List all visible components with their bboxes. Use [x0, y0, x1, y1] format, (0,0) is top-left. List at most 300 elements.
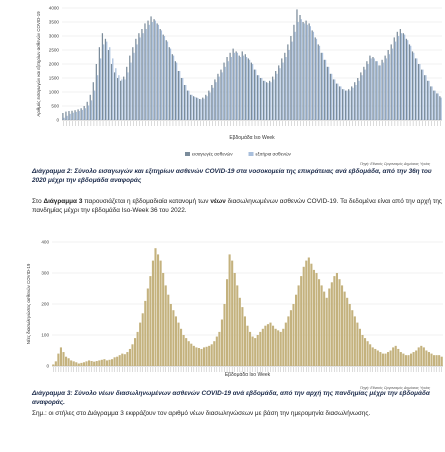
bar-primary-55: [193, 346, 195, 366]
bar-primary-21: [126, 67, 127, 120]
bar-primary-38: [178, 71, 179, 120]
bar-primary-43: [193, 96, 194, 120]
bar-primary-134: [395, 346, 397, 366]
bar-primary-12: [99, 47, 100, 120]
bar-primary-30: [129, 349, 131, 366]
bar-primary-86: [324, 60, 325, 120]
caption-chart-3: Διάγραμμα 3: Σύνολο νέων διασωληνωμένων ασθενών COVID-19 ανά εβδομάδα, από την αρχή της πανδημίας μέχρι την εβδομάδα αναφοράς.: [32, 390, 430, 406]
bar-primary-109: [394, 37, 395, 120]
bar-primary-71: [234, 273, 236, 366]
bar-primary-124: [439, 96, 440, 120]
bar-primary-138: [405, 355, 407, 366]
bar-primary-81: [259, 332, 261, 366]
bar-primary-96: [298, 285, 300, 366]
bar-secondary-1: [67, 116, 68, 120]
bar-primary-10: [78, 364, 80, 366]
bar-primary-150: [436, 355, 438, 366]
y-tick-label: 300: [41, 270, 49, 276]
bar-secondary-121: [431, 86, 432, 120]
bar-primary-74: [241, 307, 243, 366]
bar-secondary-110: [398, 36, 399, 120]
bar-primary-26: [141, 29, 142, 120]
bar-secondary-30: [155, 21, 156, 120]
bar-primary-17: [96, 361, 98, 366]
bar-primary-103: [375, 61, 376, 120]
bar-primary-107: [326, 298, 328, 366]
bar-secondary-9: [91, 100, 92, 120]
bar-secondary-113: [407, 40, 408, 120]
bar-primary-122: [433, 91, 434, 120]
bar-secondary-76: [295, 32, 296, 120]
bar-primary-52: [185, 338, 187, 366]
bar-primary-89: [280, 332, 282, 366]
bar-primary-151: [438, 355, 440, 366]
bar-primary-18: [117, 78, 118, 120]
bar-primary-43: [162, 273, 164, 366]
bar-secondary-4: [76, 112, 77, 120]
bar-secondary-62: [252, 64, 253, 120]
bar-primary-32: [134, 338, 136, 366]
bar-secondary-55: [231, 57, 232, 120]
legend-swatch-1: [249, 152, 254, 156]
bar-primary-37: [147, 289, 149, 367]
bar-primary-130: [384, 354, 386, 366]
bar-primary-27: [144, 23, 145, 120]
bar-secondary-61: [249, 60, 250, 120]
bar-primary-114: [409, 44, 410, 120]
bar-primary-29: [126, 352, 128, 366]
bar-primary-1: [65, 112, 66, 120]
bar-primary-70: [275, 71, 276, 120]
bar-primary-28: [147, 21, 148, 120]
bar-secondary-123: [437, 93, 438, 120]
bar-primary-66: [263, 81, 264, 120]
bar-primary-6: [81, 108, 82, 120]
bar-primary-127: [377, 351, 379, 367]
bar-secondary-6: [82, 110, 83, 120]
bar-primary-91: [339, 86, 340, 120]
bar-secondary-109: [395, 42, 396, 120]
bar-primary-31: [157, 23, 158, 120]
bar-secondary-122: [434, 91, 435, 120]
legend-swatch-0: [185, 152, 190, 156]
bar-primary-50: [180, 329, 182, 366]
bar-primary-85: [269, 323, 271, 366]
bar-secondary-12: [100, 58, 101, 120]
bar-primary-108: [328, 289, 330, 367]
bar-primary-19: [120, 81, 121, 120]
bar-secondary-63: [255, 70, 256, 120]
bar-primary-9: [90, 95, 91, 120]
bar-secondary-94: [349, 91, 350, 120]
bar-primary-112: [338, 279, 340, 366]
bar-primary-72: [236, 285, 238, 366]
bar-primary-29: [150, 16, 151, 120]
y-tick-label: 500: [51, 103, 59, 109]
bar-secondary-31: [158, 25, 159, 120]
bar-secondary-14: [106, 42, 107, 120]
bar-primary-8: [73, 361, 75, 366]
bar-secondary-42: [191, 95, 192, 120]
bar-primary-23: [111, 359, 113, 366]
bar-secondary-52: [222, 72, 223, 120]
bar-secondary-58: [240, 57, 241, 120]
bar-primary-61: [248, 58, 249, 120]
bar-primary-7: [84, 106, 85, 120]
bar-primary-88: [330, 74, 331, 120]
bar-secondary-56: [234, 53, 235, 120]
bar-secondary-114: [410, 46, 411, 120]
bar-primary-70: [231, 261, 233, 366]
bar-secondary-19: [121, 79, 122, 120]
y-tick-label: 200: [41, 301, 49, 307]
bar-secondary-37: [176, 63, 177, 120]
bar-primary-47: [172, 310, 174, 366]
bar-secondary-17: [115, 68, 116, 120]
bar-primary-68: [226, 279, 228, 366]
bar-primary-98: [303, 267, 305, 366]
bar-primary-30: [153, 19, 154, 120]
bar-secondary-48: [209, 93, 210, 120]
bar-secondary-116: [416, 58, 417, 120]
bar-primary-104: [378, 65, 379, 120]
bar-secondary-41: [188, 91, 189, 120]
bar-primary-80: [257, 335, 259, 366]
bar-primary-40: [184, 85, 185, 120]
bar-primary-25: [116, 357, 118, 366]
bar-primary-106: [385, 56, 386, 120]
bar-primary-0: [52, 364, 54, 366]
bar-primary-33: [163, 35, 164, 120]
bar-primary-76: [246, 326, 248, 366]
bar-primary-82: [312, 30, 313, 120]
bar-secondary-29: [152, 22, 153, 120]
bar-secondary-64: [258, 75, 259, 120]
bar-primary-14: [88, 360, 90, 366]
y-axis-label: Νέες διασωληνώσεις ασθενών COVID-19: [26, 263, 31, 345]
bar-primary-145: [423, 347, 425, 366]
bar-secondary-21: [127, 72, 128, 120]
bar-primary-0: [62, 113, 63, 120]
bar-secondary-83: [316, 39, 317, 120]
bar-primary-10: [93, 82, 94, 120]
bar-secondary-15: [109, 47, 110, 120]
bar-secondary-43: [194, 97, 195, 120]
bar-primary-36: [144, 301, 146, 366]
note-chart-3: Σημ.: οι στήλες στο Διάγραμμα 3 εκφράζουν τον αριθμό νέων διασωληνώσεων με βάση την ημερομηνία διασωλήνωσης.: [32, 410, 371, 417]
bar-secondary-67: [267, 83, 268, 120]
bar-primary-73: [239, 298, 241, 366]
bar-primary-36: [172, 54, 173, 120]
bar-primary-118: [354, 316, 356, 366]
bar-primary-84: [267, 324, 269, 366]
bar-primary-117: [418, 64, 419, 120]
bar-primary-129: [382, 354, 384, 366]
bar-primary-101: [369, 56, 370, 120]
bar-primary-4: [62, 352, 64, 366]
bar-secondary-36: [173, 56, 174, 120]
bar-primary-61: [208, 346, 210, 366]
bar-secondary-7: [85, 108, 86, 120]
bar-primary-33: [137, 332, 139, 366]
bar-secondary-77: [298, 22, 299, 120]
bar-secondary-107: [389, 54, 390, 120]
bar-primary-62: [211, 344, 213, 366]
bar-primary-54: [226, 57, 227, 120]
bar-secondary-23: [133, 53, 134, 120]
bar-primary-92: [287, 316, 289, 366]
bar-primary-146: [425, 351, 427, 367]
bar-primary-119: [424, 75, 425, 120]
bar-secondary-34: [167, 42, 168, 120]
bar-primary-103: [315, 273, 317, 366]
bar-primary-142: [415, 351, 417, 367]
bar-primary-123: [367, 341, 369, 366]
bar-primary-95: [295, 295, 297, 366]
bar-primary-122: [364, 338, 366, 366]
bar-primary-18: [98, 360, 100, 366]
bar-primary-34: [166, 40, 167, 120]
chart-admissions-discharges-svg: [0, 0, 445, 165]
bar-secondary-106: [386, 58, 387, 120]
bar-primary-11: [80, 363, 82, 366]
bar-primary-59: [203, 347, 205, 366]
bar-secondary-20: [124, 79, 125, 120]
bar-primary-144: [420, 346, 422, 366]
bar-secondary-35: [170, 49, 171, 120]
bar-primary-105: [381, 60, 382, 120]
bar-primary-63: [254, 70, 255, 120]
y-tick-label: 0: [56, 117, 59, 123]
bar-primary-57: [236, 51, 237, 120]
bar-primary-59: [242, 51, 243, 120]
bar-primary-42: [160, 261, 162, 366]
bar-primary-35: [142, 313, 144, 366]
bar-secondary-73: [285, 57, 286, 120]
bar-secondary-40: [185, 85, 186, 120]
y-tick-label: 100: [41, 332, 49, 338]
bar-primary-13: [85, 361, 87, 366]
bar-primary-79: [302, 22, 303, 120]
bar-primary-58: [239, 56, 240, 120]
bar-primary-143: [418, 347, 420, 366]
bar-secondary-74: [288, 50, 289, 120]
bar-primary-51: [217, 74, 218, 120]
bar-primary-51: [183, 335, 185, 366]
bar-secondary-79: [304, 23, 305, 120]
bar-primary-12: [83, 362, 85, 366]
bar-primary-56: [233, 49, 234, 120]
caption-chart-2: Διάγραμμα 2: Σύνολο εισαγωγών και εξιτηρίων ασθενών COVID-19 στα νοσοκομεία της επικράτειας ανά εβδομάδα, από την 36η του 2020 μέχρι την εβδομάδα αναφοράς: [32, 168, 432, 184]
bar-secondary-11: [97, 75, 98, 120]
bar-primary-110: [333, 276, 335, 366]
bar-primary-8: [87, 102, 88, 120]
chart-new-intubations: [0, 232, 445, 377]
bar-primary-89: [333, 79, 334, 120]
bar-secondary-53: [225, 67, 226, 120]
bar-secondary-95: [352, 88, 353, 120]
bar-primary-131: [387, 352, 389, 366]
y-tick-label: 4000: [48, 5, 59, 11]
bar-primary-147: [428, 352, 430, 366]
bar-secondary-111: [401, 33, 402, 120]
bar-primary-90: [282, 329, 284, 366]
bar-primary-92: [342, 89, 343, 120]
bar-primary-97: [357, 78, 358, 120]
bar-secondary-72: [282, 63, 283, 120]
bar-primary-49: [211, 85, 212, 120]
bar-primary-116: [349, 304, 351, 366]
bar-primary-15: [108, 50, 109, 120]
bar-primary-90: [336, 84, 337, 120]
bar-primary-117: [351, 310, 353, 366]
bar-primary-28: [124, 354, 126, 366]
bar-primary-148: [430, 354, 432, 366]
bar-secondary-89: [334, 79, 335, 120]
bar-primary-38: [149, 276, 151, 366]
bar-secondary-5: [79, 111, 80, 120]
bar-secondary-49: [212, 88, 213, 120]
bar-primary-6: [68, 358, 70, 366]
bar-primary-58: [200, 349, 202, 366]
bar-secondary-75: [292, 42, 293, 120]
bar-primary-73: [284, 53, 285, 120]
bar-primary-39: [152, 261, 154, 366]
bar-secondary-100: [368, 64, 369, 120]
bar-primary-64: [257, 75, 258, 120]
bar-primary-93: [345, 91, 346, 120]
bar-secondary-82: [313, 32, 314, 120]
bar-primary-87: [327, 67, 328, 120]
bar-primary-35: [169, 47, 170, 120]
bar-primary-118: [421, 70, 422, 120]
bar-primary-107: [388, 50, 389, 120]
bar-secondary-87: [328, 67, 329, 120]
bar-primary-128: [379, 352, 381, 366]
paragraph-bold-chart-ref: Διάγραμμα 3: [43, 198, 83, 205]
bar-primary-53: [188, 341, 190, 366]
bar-primary-52: [220, 70, 221, 120]
bar-secondary-60: [246, 57, 247, 120]
bar-primary-80: [305, 21, 306, 120]
bar-primary-120: [427, 81, 428, 120]
bar-primary-75: [290, 36, 291, 120]
source-note-2: Πηγή: Εθνικός Οργανισμός Δημόσιας Υγείας: [360, 386, 431, 390]
bar-secondary-18: [118, 75, 119, 120]
bar-primary-112: [403, 33, 404, 120]
bar-primary-49: [177, 323, 179, 366]
bar-primary-41: [157, 254, 159, 366]
bar-secondary-13: [103, 44, 104, 120]
bar-primary-7: [70, 360, 72, 366]
bar-secondary-25: [140, 37, 141, 120]
bar-primary-48: [175, 316, 177, 366]
bar-primary-121: [430, 86, 431, 120]
bar-secondary-97: [358, 81, 359, 120]
bar-secondary-80: [307, 25, 308, 120]
bar-primary-14: [105, 39, 106, 120]
bar-primary-24: [114, 357, 116, 366]
bar-primary-9: [75, 362, 77, 366]
bar-primary-111: [400, 29, 401, 120]
bar-primary-91: [285, 323, 287, 366]
bar-primary-140: [410, 354, 412, 366]
bar-primary-5: [77, 109, 78, 120]
bar-primary-63: [213, 341, 215, 366]
bar-primary-126: [374, 349, 376, 366]
bar-primary-78: [299, 15, 300, 120]
bar-primary-102: [313, 270, 315, 366]
bar-secondary-118: [422, 70, 423, 120]
bar-primary-67: [266, 82, 267, 120]
bar-primary-68: [269, 81, 270, 120]
bar-primary-102: [372, 57, 373, 120]
bar-primary-106: [323, 292, 325, 366]
bar-primary-99: [305, 261, 307, 366]
bar-primary-50: [214, 79, 215, 120]
bar-primary-4: [74, 110, 75, 120]
bar-secondary-66: [264, 81, 265, 120]
bar-primary-113: [406, 39, 407, 120]
bar-primary-109: [331, 282, 333, 366]
bar-secondary-51: [219, 77, 220, 120]
bar-secondary-28: [149, 25, 150, 120]
bar-primary-44: [165, 285, 167, 366]
bar-secondary-91: [340, 86, 341, 120]
bar-secondary-102: [374, 58, 375, 120]
bar-primary-48: [208, 91, 209, 120]
bar-primary-132: [390, 351, 392, 367]
paragraph-text-b: παρουσιάζεται η εβδομαδιαία κατανομή των: [82, 198, 211, 205]
bar-primary-86: [272, 326, 274, 366]
bar-primary-47: [205, 95, 206, 120]
bar-primary-82: [262, 329, 264, 366]
bar-primary-41: [187, 91, 188, 120]
bar-primary-20: [103, 359, 105, 366]
bar-primary-3: [71, 111, 72, 120]
bar-primary-121: [361, 335, 363, 366]
y-tick-label: 3000: [48, 33, 59, 39]
bar-secondary-98: [361, 75, 362, 120]
y-tick-label: 2500: [48, 47, 59, 53]
bar-primary-77: [296, 9, 297, 120]
bar-primary-22: [129, 56, 130, 120]
bar-primary-26: [119, 355, 121, 366]
bar-secondary-69: [273, 79, 274, 120]
bar-primary-152: [441, 357, 443, 366]
bar-primary-39: [181, 78, 182, 120]
chart-new-intubations-svg: [0, 232, 445, 377]
bar-secondary-101: [371, 58, 372, 120]
bar-secondary-71: [279, 68, 280, 120]
bar-primary-85: [321, 53, 322, 120]
bar-primary-94: [348, 89, 349, 120]
bar-secondary-105: [383, 63, 384, 120]
bar-primary-81: [309, 23, 310, 120]
bar-secondary-24: [136, 44, 137, 120]
bar-secondary-92: [343, 89, 344, 120]
bar-primary-136: [400, 352, 402, 366]
bar-primary-76: [293, 25, 294, 120]
bar-secondary-81: [310, 26, 311, 120]
bar-primary-32: [160, 29, 161, 120]
bar-secondary-85: [322, 53, 323, 120]
bar-secondary-3: [73, 113, 74, 120]
y-tick-label: 400: [41, 239, 49, 245]
bar-primary-20: [123, 77, 124, 120]
bar-primary-116: [415, 58, 416, 120]
bar-primary-37: [175, 61, 176, 120]
